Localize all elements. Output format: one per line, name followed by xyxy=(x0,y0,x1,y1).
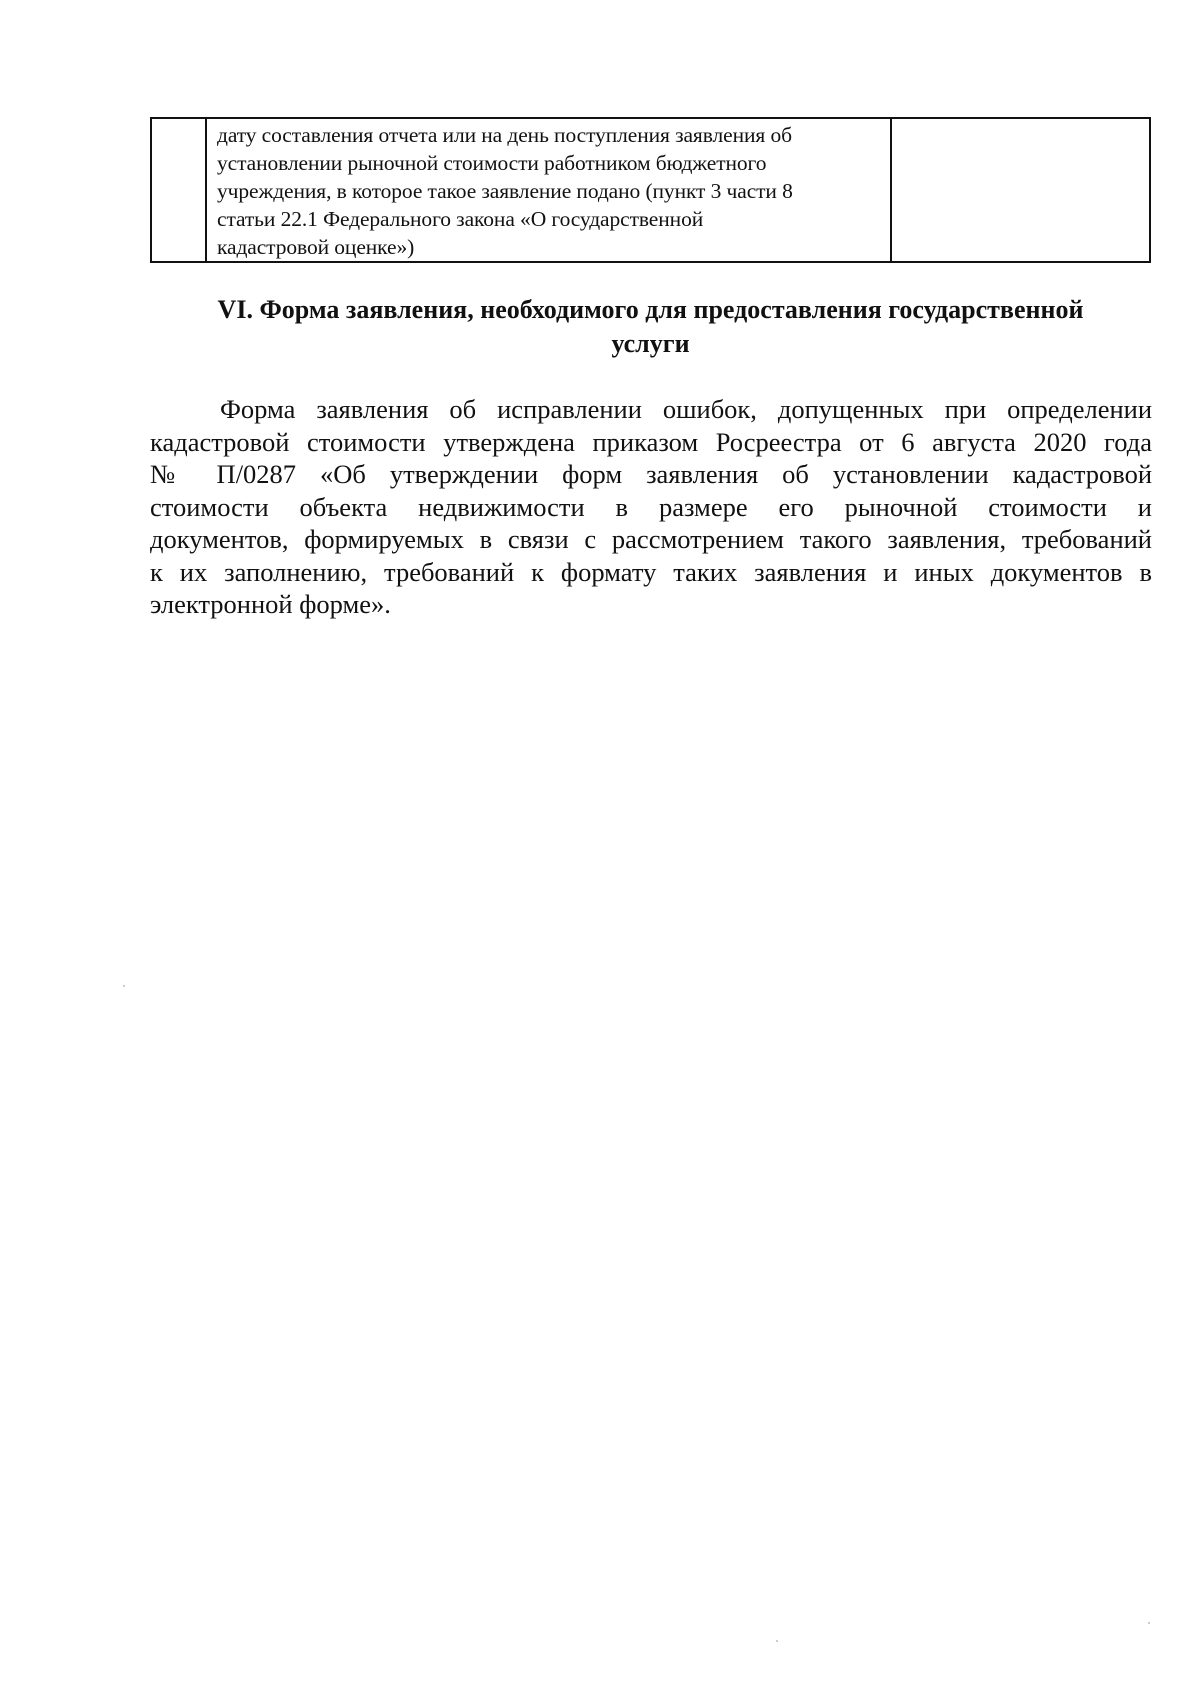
row-text-line: учреждения, в которое такое заявление подано (пункт 3 части 8 xyxy=(217,179,793,203)
continuation-table xyxy=(150,117,1151,263)
section-title-line: VI. Форма заявления, необходимого для предоставления государственной xyxy=(217,295,1084,324)
row-number-cell xyxy=(151,118,206,262)
paragraph-line: стоимости объекта недвижимости в размере его рыночной стоимости и xyxy=(150,491,1152,522)
row-text-line: статьи 22.1 Федерального закона «О государственной xyxy=(217,207,704,231)
row-note-cell xyxy=(891,118,1150,262)
paragraph-line: документов, формируемых в связи с рассмотрением такого заявления, требований xyxy=(150,524,1152,554)
paragraph-line: Форма заявления об исправлении ошибок, допущенных при определении xyxy=(220,394,1152,424)
paragraph-line: электронной форме». xyxy=(150,589,391,619)
scan-speck xyxy=(776,1640,778,1642)
section-paragraph xyxy=(150,393,1152,621)
paragraph-line: к их заполнению, требований к формату таких заявления и иных документов в xyxy=(150,556,1152,587)
row-text xyxy=(207,119,890,261)
row-text-cell xyxy=(206,118,891,262)
paragraph-line: кадастровой стоимости утверждена приказом Росреестра от 6 августа 2020 года xyxy=(150,426,1152,457)
section-title-line: услуги xyxy=(611,329,690,358)
scan-speck xyxy=(123,985,125,987)
row-text-line: кадастровой оценке») xyxy=(217,235,415,259)
paragraph-line: № П/0287 «Об утверждении форм заявления об установлении кадастровой xyxy=(150,459,1152,489)
scan-speck xyxy=(1148,1622,1150,1624)
table-row xyxy=(151,118,1150,262)
section-title xyxy=(150,293,1151,361)
row-text-line: установлении рыночной стоимости работником бюджетного xyxy=(217,151,767,175)
row-text-line: дату составления отчета или на день поступления заявления об xyxy=(217,123,792,147)
